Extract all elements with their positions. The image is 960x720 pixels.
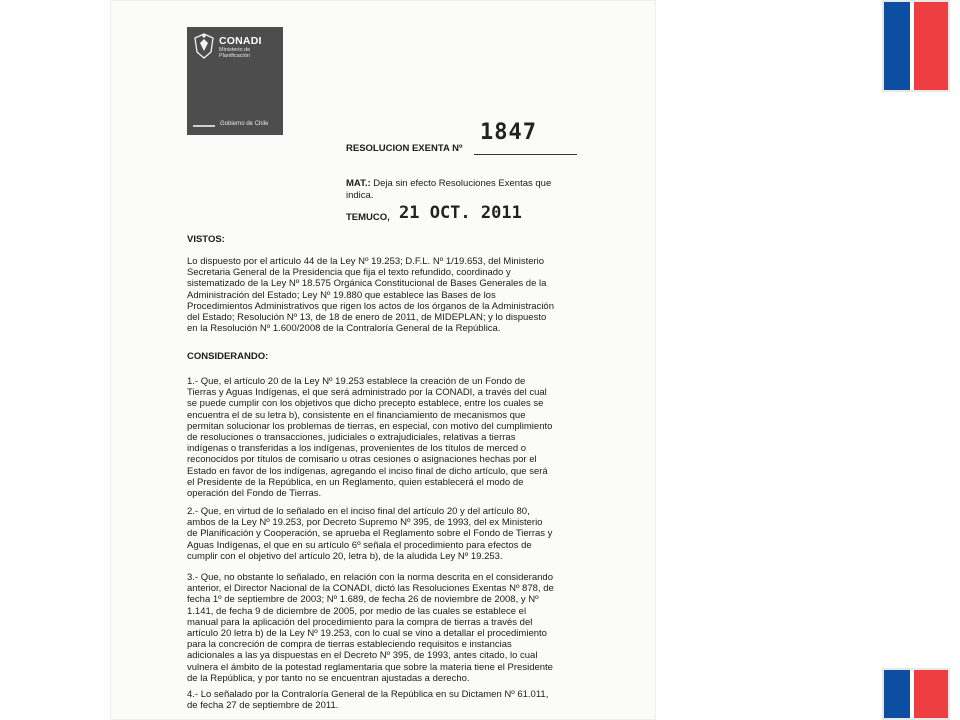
place: TEMUCO, — [346, 212, 390, 223]
text-line: de resoluciones o transacciones, judiciales o extrajudiciales, relativas a tierras — [187, 432, 516, 444]
logo-ministry-line: Planificación — [219, 53, 250, 59]
considerando-paragraph-2 — [187, 506, 581, 562]
matter-line-2: indica. — [346, 190, 374, 201]
flag-red-band — [914, 670, 948, 718]
logo-government: Gobierno de Chile — [220, 121, 269, 127]
flag-blue-band — [884, 2, 910, 90]
text-line: Procedimientos Administrativos que rigen los actos de los órganos de la Administración — [187, 300, 554, 312]
vistos-text — [187, 256, 581, 334]
text-line: artículo 20 letra b) de la Ley Nº 19.253, con lo cual se vino a detallar el procedimiento — [187, 628, 547, 640]
text-line: el Presidente de la República, en un Reglamento, quien establecerá el modo de — [187, 476, 524, 488]
text-line: 3.- Que, no obstante lo señalado, en relación con la norma descrita en el considerando — [187, 572, 553, 583]
text-line: operación del Fondo de Tierras. — [187, 488, 322, 500]
text-line: de Planificación y Cooperación, se aprueba el Reglamento sobre el Fondo de Tierras y — [187, 528, 553, 540]
text-line: del Estado; Resolución Nº 13, de 18 de enero de 2011, de MIDEPLAN; y lo dispuesto — [187, 312, 547, 324]
text-line: cumplir con el objetivo del artículo 20, letra b), de la aludida Ley Nº 19.253. — [187, 550, 503, 562]
text-line: ambos de la Ley Nº 19.253, por Decreto Supremo Nº 395, de 1993, del ex Ministerio — [187, 517, 543, 529]
text-line: manual para la aplicación del procedimiento para la compra de tierras a través del — [187, 616, 533, 628]
considerando-paragraph-3 — [187, 572, 581, 684]
matter-text: Deja sin efecto Resoluciones Exentas que — [373, 178, 552, 189]
text-line: permitan solucionar los problemas de tierras, en especial, con motivo del cumplimiento — [187, 420, 553, 432]
text-line: Administración del Estado; Ley Nº 19.880 que establece las Bases de los — [187, 289, 496, 301]
text-line: Aguas Indígenas, el que en su artículo 6º señala el procedimiento para efectos de — [187, 539, 532, 551]
flag-blue-band — [884, 670, 910, 718]
text-line: se puede cumplir con los objetivos que dicho precepto establece, entre los cuales se — [187, 398, 544, 410]
chile-flag-stripe-top — [882, 0, 950, 92]
resolution-number: 1847 — [480, 120, 537, 145]
text-line: vulnera el ámbito de la potestad reglamentaria que sobre la materia tiene el Presidente — [187, 661, 553, 673]
text-line: adicionales a las ya dispuestas en el Decreto Nº 395, de 1993, antes citado, lo cual — [187, 650, 538, 662]
text-line: para la concreción de compra de tierras estableciendo requisitos e instancias — [187, 639, 512, 651]
vistos-heading: VISTOS: — [187, 234, 225, 245]
text-line: anterior, el Director Nacional de la CONADI, dictó las Resoluciones Exentas Nº 878, de — [187, 583, 554, 595]
conadi-logo — [187, 27, 283, 135]
considerando-paragraph-4 — [187, 689, 581, 711]
text-line: indígenas o transferidas a los indígenas, provenientes de los títulos de merced o — [187, 443, 527, 455]
text-line: 1.- Que, el artículo 20 de la Ley Nº 19.253 establece la creación de un Fondo de — [187, 376, 526, 387]
logo-divider — [193, 125, 215, 127]
text-line: en la Resolución Nº 1.600/2008 de la Contraloría General de la República. — [187, 323, 501, 335]
considerando-heading: CONSIDERANDO: — [187, 351, 269, 362]
logo-org-name: CONADI — [219, 35, 262, 47]
text-line: 4.- Lo señalado por la Contraloría General de la República en su Dictamen Nº 61.011, — [187, 689, 549, 700]
matter-line-1 — [346, 178, 551, 190]
chile-flag-stripe-bottom — [882, 668, 950, 720]
resolution-number-line — [474, 154, 577, 155]
text-line: 1.141, de fecha 9 de diciembre de 2005, por medio de las cuales se establece el — [187, 605, 527, 617]
text-line: reconocidos por títulos de comisario u otras cesiones o asignaciones hechas por el — [187, 454, 537, 466]
flag-red-band — [914, 2, 948, 90]
text-line: 2.- Que, en virtud de lo señalado en el inciso final del artículo 20 y del artículo 80, — [187, 506, 530, 517]
coat-of-arms-icon — [193, 32, 215, 60]
matter-label: MAT.: — [346, 178, 371, 189]
text-line: sistematizado de la Ley Nº 18.575 Orgánica Constitucional de Bases Generales de la — [187, 278, 547, 290]
text-line: de fecha 27 de septiembre de 2011. — [187, 700, 339, 712]
considerando-paragraph-1 — [187, 376, 581, 499]
text-line: Lo dispuesto por el artículo 44 de la Ley Nº 19.253; D.F.L. Nº 1/19.653, del Ministerio — [187, 256, 545, 267]
resolution-label: RESOLUCION EXENTA Nº — [346, 143, 463, 154]
text-line: fecha 1º de septiembre de 2003; Nº 1.689, de fecha 26 de noviembre de 2008, y Nº — [187, 594, 539, 606]
logo-ministry — [219, 47, 250, 59]
text-line: Secretaria General de la Presidencia que fija el texto refundido, coordinado y — [187, 267, 511, 279]
text-line: encuentra el de su letra b), consistente en el financiamiento de mecanismos que — [187, 409, 526, 421]
text-line: Estado en favor de los indígenas, agregando el inciso final de dicho artículo, que será — [187, 465, 548, 477]
text-line: de la República, y por tanto no se encuentran ajustadas a derecho. — [187, 672, 470, 684]
text-line: Tierras y Aguas Indígenas, el que será administrado por la CONADI, a través del cual — [187, 387, 547, 399]
logo-ministry-line: Ministerio de — [219, 47, 251, 53]
resolution-date: 21 OCT. 2011 — [399, 203, 522, 223]
